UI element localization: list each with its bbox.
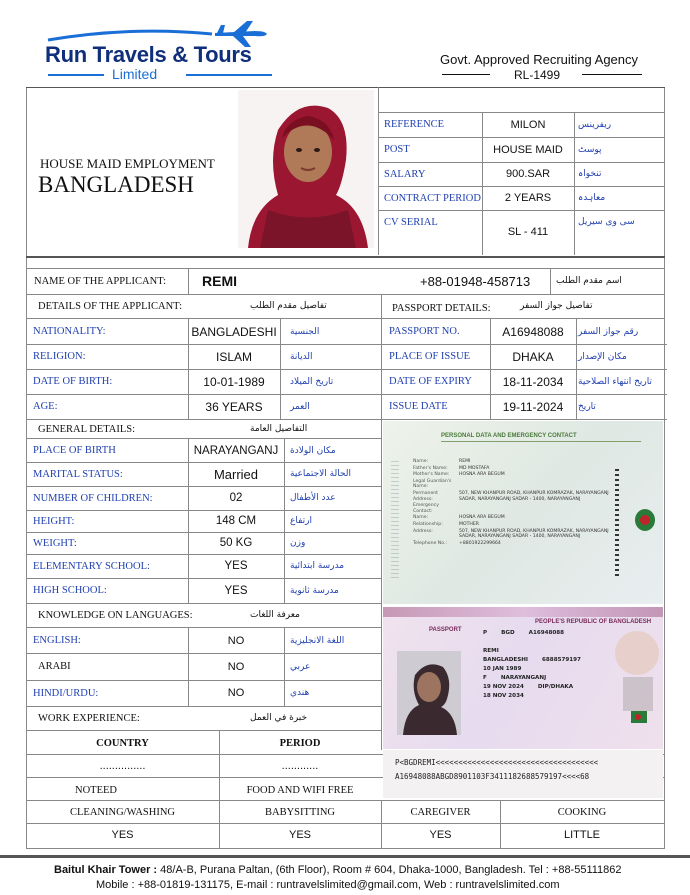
mrz-line-2: A16948088ABGD8901103F3411182688579197<<<<68 xyxy=(395,772,590,781)
divider xyxy=(576,319,577,419)
general-value: YES xyxy=(224,584,248,597)
passport-bio-row xyxy=(483,683,633,692)
details-value: BANGLADESHI xyxy=(191,324,277,339)
name-label: NAME OF THE APPLICANT: xyxy=(34,275,167,287)
footer-contact: Mobile : +88-01819-131175, E-mail : runtravelslimited@gmail.com, Web : runtravelslimited.com xyxy=(96,879,560,891)
passport-label: PASSPORT NO. xyxy=(389,326,460,337)
skill-value: LITTLE xyxy=(563,829,601,841)
passport-field-key: Relationship: xyxy=(413,521,443,527)
work-period-value: ............ xyxy=(281,760,319,772)
general-urdu: مكان الولادة xyxy=(290,445,336,456)
language-urdu: عربي xyxy=(290,661,311,672)
applicant-name: REMI xyxy=(202,273,237,289)
passport-data-title: PERSONAL DATA AND EMERGENCY CONTACT xyxy=(441,433,577,439)
language-value: NO xyxy=(227,687,245,699)
license-number: RL-1499 xyxy=(514,68,561,82)
name-urdu: اسم مقدم الطلب xyxy=(556,276,622,286)
passport-label: DATE OF EXPIRY xyxy=(389,376,472,387)
general-urdu: ارتفاع xyxy=(290,516,313,526)
passport-bio-code: BGD xyxy=(501,630,515,636)
passport-field-key: Father's Name: xyxy=(413,465,448,471)
govt-approval-text: Govt. Approved Recruiting Agency xyxy=(440,52,639,67)
details-urdu: العمر xyxy=(290,401,310,412)
divider xyxy=(280,319,281,419)
skill-header: COOKING xyxy=(557,806,607,818)
divider xyxy=(574,112,575,255)
passport-bio-issue: 19 NOV 2024 xyxy=(483,684,524,690)
applicant-phone: +88-01948-458713 xyxy=(420,273,531,289)
details-label: AGE: xyxy=(33,401,58,412)
passport-heading: PASSPORT DETAILS: xyxy=(392,302,491,314)
top-info-urdu: معاہدہ xyxy=(578,193,606,203)
work-extra: FOOD AND WIFI FREE xyxy=(246,784,354,796)
divider xyxy=(482,112,483,255)
passport-field xyxy=(413,522,619,528)
divider xyxy=(188,439,189,603)
passport-urdu: رقم جواز السفر xyxy=(578,326,639,337)
divider xyxy=(219,800,220,848)
passport-bio-page xyxy=(383,607,663,749)
general-value: 02 xyxy=(229,492,243,504)
details-urdu: الديانة xyxy=(290,351,313,362)
passport-field-key: Name: xyxy=(413,459,429,464)
general-label: MARITAL STATUS: xyxy=(33,468,123,480)
passport-label: PLACE OF ISSUE xyxy=(389,351,471,362)
passport-value: 19-11-2024 xyxy=(502,399,564,414)
passport-bio-row xyxy=(483,647,633,656)
passport-bio-type: P xyxy=(483,630,488,636)
details-urdu: تاريخ الميلاد xyxy=(290,376,334,387)
company-sub: Limited xyxy=(112,66,158,82)
passport-urdu: تاريخ xyxy=(578,401,596,412)
work-heading-urdu: خبرة في العمل xyxy=(250,713,308,723)
details-label: RELIGION: xyxy=(33,351,86,362)
top-info-label: POST xyxy=(384,144,410,155)
passport-data-page xyxy=(383,421,663,604)
title-line2: BANGLADESH xyxy=(38,172,194,197)
general-urdu: مدرسة ثانوية xyxy=(290,585,339,596)
general-value: 148 CM xyxy=(215,515,257,527)
divider xyxy=(381,800,382,848)
general-value: NARAYANGANJ xyxy=(193,444,279,457)
top-info-urdu: ریفرینس xyxy=(578,119,612,130)
passport-field xyxy=(413,472,619,478)
language-label: HINDI/URDU: xyxy=(33,687,99,699)
general-value: YES xyxy=(224,560,248,572)
work-note: NOTEED xyxy=(75,784,117,796)
passport-value: 18-11-2034 xyxy=(502,374,564,389)
general-value: 50 KG xyxy=(219,537,253,549)
general-label: PLACE OF BIRTH xyxy=(33,445,116,456)
details-value: 36 YEARS xyxy=(205,399,263,414)
passport-field-value: 507, NEW KHANPUR ROAD, KHANPUR KOMRAZAK, NARAYANGANJ SADAR, NARAYANGANJ SADAR - 1400, NARAYANGANJ xyxy=(459,528,609,540)
passport-bio-row xyxy=(483,674,633,683)
passport-bio-row xyxy=(483,656,633,665)
passport-country: PEOPLE'S REPUBLIC OF BANGLADESH xyxy=(535,619,652,625)
passport-field-value: HOSNA ARA BEGUM xyxy=(459,472,505,478)
passport-bio-row xyxy=(483,692,633,701)
passport-field xyxy=(413,541,619,547)
top-info-value: SL - 411 xyxy=(507,226,549,238)
top-info-label: REFERENCE xyxy=(384,119,445,130)
title-line1: HOUSE MAID EMPLOYMENT xyxy=(40,156,215,171)
general-heading: GENERAL DETAILS: xyxy=(38,423,136,435)
general-label: WEIGHT: xyxy=(33,537,77,549)
company-name: Run Travels & Tours xyxy=(45,42,252,67)
passport-word: PASSPORT xyxy=(429,627,462,633)
passport-field-value: MD MOSTAFA xyxy=(459,465,490,471)
footer-building: Baitul Khair Tower : xyxy=(54,864,158,876)
passport-bio-sex: F xyxy=(483,675,487,681)
top-info-value: MILON xyxy=(510,118,546,131)
applicant-photo xyxy=(238,90,374,248)
divider xyxy=(490,319,491,419)
general-label: HIGH SCHOOL: xyxy=(33,585,107,596)
passport-bio-personal-no: 6888579197 xyxy=(542,657,581,663)
passport-field-value: +8801922299664 xyxy=(459,540,501,546)
passport-field-key: Name: xyxy=(413,515,429,521)
details-value: 10-01-1989 xyxy=(203,374,265,389)
top-info-value: 2 YEARS xyxy=(504,192,552,204)
passport-bio-pob: NARAYANGANJ xyxy=(500,675,547,681)
top-info-urdu: سی وی سیریل xyxy=(578,217,635,227)
passport-bio-expiry: 18 NOV 2034 xyxy=(483,693,524,699)
passport-field xyxy=(413,503,619,514)
mrz-line-1: P<BGDREMI<<<<<<<<<<<<<<<<<<<<<<<<<<<<<<<<<<<< xyxy=(395,758,599,767)
divider xyxy=(188,319,189,419)
passport-photo xyxy=(397,651,461,735)
passport-bio-nationality: BANGLADESHI xyxy=(483,657,529,663)
company-logo xyxy=(40,18,280,86)
top-info-label: CV SERIAL xyxy=(384,216,438,228)
divider xyxy=(383,419,667,420)
passport-field-key: Mother's Name: xyxy=(413,472,450,478)
divider xyxy=(500,800,501,848)
skill-value: YES xyxy=(111,829,134,841)
passport-field-value xyxy=(459,503,619,514)
passport-label: ISSUE DATE xyxy=(389,401,448,412)
details-urdu: الجنسية xyxy=(290,326,320,337)
general-urdu: عدد الأطفال xyxy=(290,493,336,503)
passport-field xyxy=(413,515,619,521)
passport-field-value: HOSNA ARA BEGUM xyxy=(459,515,505,521)
work-country-value: ............... xyxy=(99,760,146,772)
top-info-label: SALARY xyxy=(384,168,426,180)
passport-field-value: MOTHER xyxy=(459,521,479,527)
top-info-label: CONTRACT PERIOD xyxy=(384,192,481,204)
passport-field-value: 507, NEW KHANPUR ROAD, KHANPUR KOMRAZAK, NARAYANGANJ SADAR, NARAYANGANJ SADAR - 1400, NARAYANGANJ xyxy=(459,490,609,502)
skill-value: YES xyxy=(429,829,452,841)
top-info-urdu: پوسٹ xyxy=(578,144,602,155)
details-label: DATE OF BIRTH: xyxy=(33,376,113,387)
general-label: NUMBER OF CHILDREN: xyxy=(33,492,153,504)
passport-value: DHAKA xyxy=(512,349,554,364)
general-label: ELEMENTARY SCHOOL: xyxy=(33,560,150,572)
general-urdu: وزن xyxy=(290,538,306,548)
footer-address-rest: 48/A-B, Purana Paltan, (6th Floor), Room # 604, Dhaka-1000, Bangladesh. Tel : +88-55111862 xyxy=(157,864,622,876)
language-urdu: اللغة الانجليزية xyxy=(290,635,345,646)
passport-field-value xyxy=(459,479,619,490)
passport-field xyxy=(413,491,619,502)
language-label: ENGLISH: xyxy=(33,635,81,646)
passport-bio-number: A16948088 xyxy=(528,630,565,636)
languages-heading-urdu: معرفة اللغات xyxy=(250,610,300,620)
details-label: NATIONALITY: xyxy=(33,326,106,337)
language-label: ARABI xyxy=(38,661,71,672)
details-heading-urdu: تفاصيل مقدم الطلب xyxy=(250,301,327,311)
details-value: ISLAM xyxy=(215,349,252,364)
passport-bio-row xyxy=(483,665,633,674)
passport-value: A16948088 xyxy=(502,324,564,339)
passport-bio-dob: 10 JAN 1989 xyxy=(483,666,522,672)
passport-field-value: REMI xyxy=(459,459,471,464)
skill-header: CAREGIVER xyxy=(410,806,471,818)
top-info-value: HOUSE MAID xyxy=(493,143,563,156)
passport-field-key: Address: xyxy=(413,528,433,534)
top-info-value: 900.SAR xyxy=(505,168,551,180)
top-info-urdu: تنخواہ xyxy=(578,169,602,179)
passport-field-key: Telephone No.: xyxy=(413,540,447,546)
languages-heading: KNOWLEDGE ON LANGUAGES: xyxy=(38,609,193,621)
language-value: NO xyxy=(227,634,245,647)
passport-field-key: Legal Guardian's Name: xyxy=(413,478,452,490)
general-value: Married xyxy=(213,466,259,482)
divider xyxy=(284,628,285,706)
skill-header: CLEANING/WASHING xyxy=(70,806,175,818)
general-heading-urdu: التفاصيل العامة xyxy=(250,424,308,434)
passport-bio-row xyxy=(483,629,633,638)
passport-bio-row xyxy=(483,638,633,647)
divider xyxy=(188,628,189,706)
work-col-country: COUNTRY xyxy=(96,737,149,749)
passport-urdu: تاريخ انتهاء الصلاحية xyxy=(578,376,652,387)
passport-field xyxy=(413,466,619,472)
general-urdu: الحالة الاجتماعية xyxy=(290,469,351,479)
details-heading: DETAILS OF THE APPLICANT: xyxy=(38,300,182,312)
general-urdu: مدرسة ابتدائية xyxy=(290,561,345,571)
general-label: HEIGHT: xyxy=(33,515,75,527)
passport-field xyxy=(413,459,619,465)
passport-bio-authority: DIP/DHAKA xyxy=(537,684,574,690)
language-value: NO xyxy=(227,660,245,673)
language-urdu: هندي xyxy=(290,688,310,698)
passport-field-key: Permanent Address: xyxy=(413,490,438,502)
passport-field-key: Emergency Contact: xyxy=(413,503,439,514)
skill-header: BABYSITTING xyxy=(265,806,335,818)
divider xyxy=(284,439,285,603)
passport-field xyxy=(413,479,619,490)
divider xyxy=(26,823,665,824)
passport-field xyxy=(413,529,619,540)
work-col-period: PERIOD xyxy=(279,737,321,749)
passport-heading-urdu: تفاصيل جواز السفر xyxy=(520,301,593,311)
work-heading: WORK EXPERIENCE: xyxy=(38,712,140,724)
footer-address xyxy=(54,864,622,876)
passport-bio-given: REMI xyxy=(483,648,499,654)
skill-value: YES xyxy=(288,829,311,841)
passport-urdu: مكان الإصدار xyxy=(578,351,627,362)
